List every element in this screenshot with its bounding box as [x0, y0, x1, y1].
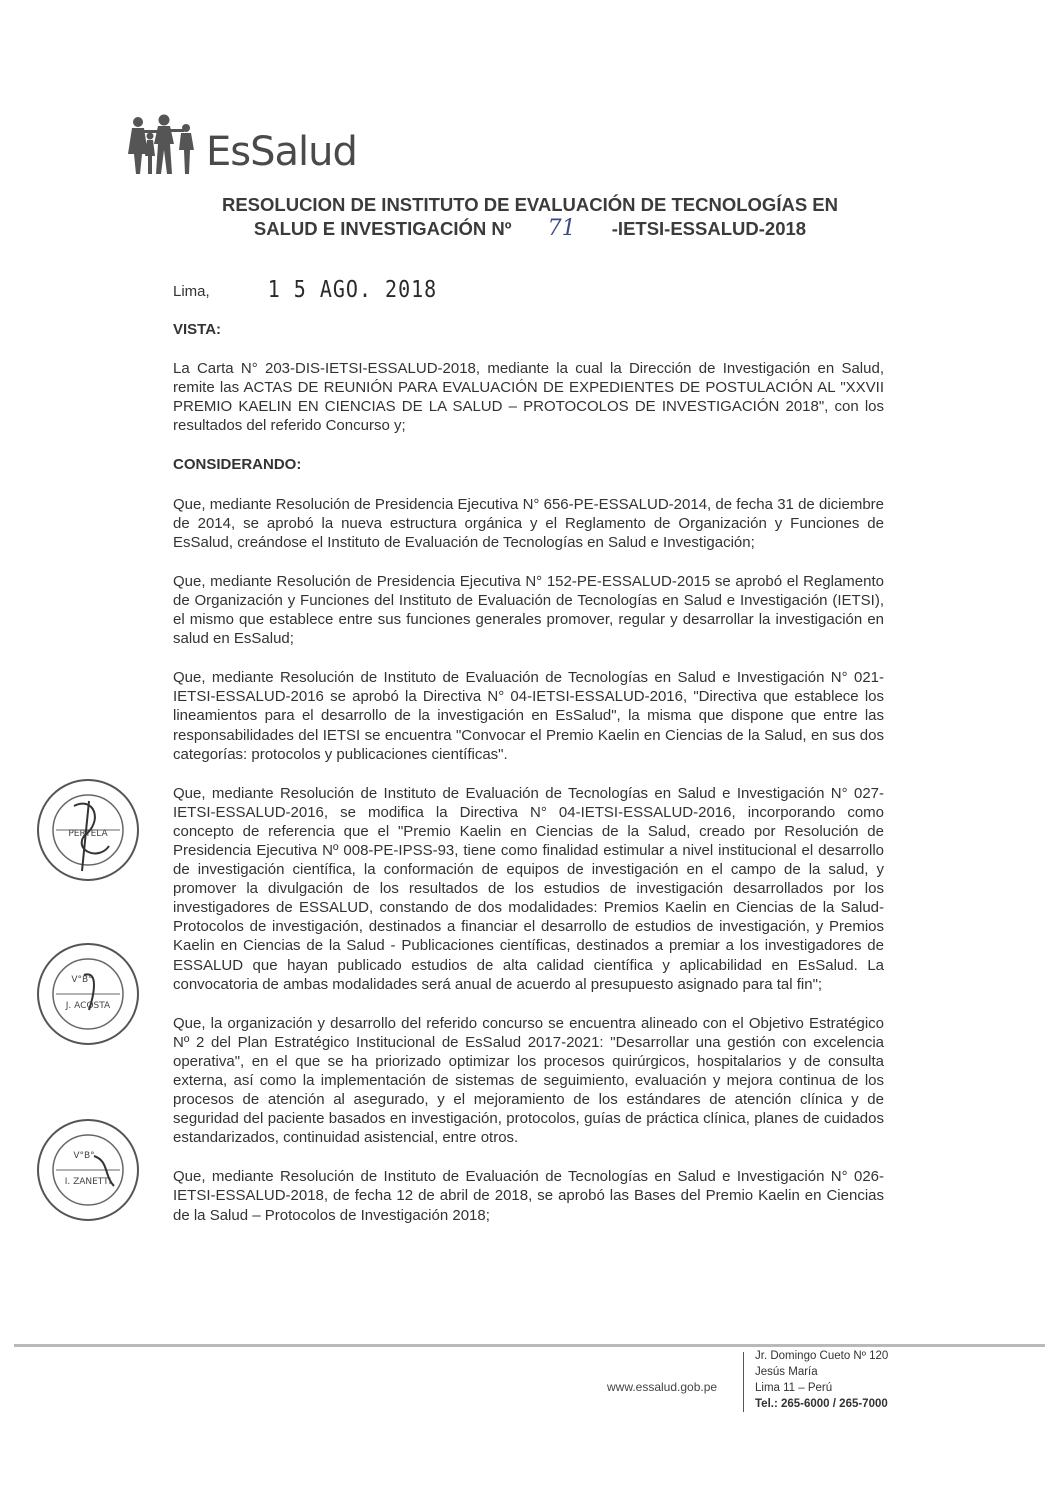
seal-3-vb: V°B° [73, 1151, 95, 1161]
footer-website: www.essalud.gob.pe [607, 1380, 718, 1394]
seal-2-name: J. ACOSTA [65, 1001, 111, 1011]
seal-stamp-2 [34, 940, 142, 1048]
considerando-paragraph-1: Que, mediante Resolución de Presidencia Ejecutiva N° 656-PE-ESSALUD-2014, de fecha 31 de diciembre de 2014, se aprobó la nueva estructura orgánica y el Reglamento de Organización y Funciones de EsSalud, creándose el Instituto de Evaluación de Tecnologías en Salud e Investigación; [173, 495, 884, 551]
considerando-paragraph-3: Que, mediante Resolución de Instituto de Evaluación de Tecnologías en Salud e Investigación N° 021-IETSI-ESSALUD-2016 se aprobó la Directiva N° 04-IETSI-ESSALUD-2016, "Directiva que establece los lineamientos para el desarrollo de la investigación en EsSalud", la misma que dispone que entre las responsabilidades del IETSI se encuentra "Convocar el Premio Kaelin en Ciencias de la Salud, en sus dos categorías: protocolos y publicaciones científicas". [173, 669, 884, 763]
date-place: Lima, [173, 283, 210, 300]
title-line-2-prefix: SALUD E INVESTIGACIÓN Nº [253, 218, 512, 239]
handwritten-resolution-number: 71 [547, 216, 576, 241]
date-stamp: 1 5 AGO. 2018 [267, 275, 438, 303]
family-figures-icon [118, 114, 204, 176]
considerando-paragraph-5: Que, la organización y desarrollo del referido concurso se encuentra alineado con el Objetivo Estratégico Nº 2 del Plan Estratégico Institucional de EsSalud 2017-2021: "Desarrollar una gestión con excelencia operativa", en el que se ha priorizado optimizar los procesos quirúrgicos, hospitalarios y de consulta externa, así como la implementación de sistemas de seguimiento, evaluación y mejora continua de los procesos de atención al asegurado, y el mejoramiento de los estándares de atención clínica y de seguridad del paciente basados en investigación, protocolos, guías de práctica clínica, planes de cuidados estandarizados, continuidad asistencial, entre otros. [173, 1014, 884, 1147]
footer-phone: Tel.: 265-6000 / 265-7000 [755, 1398, 888, 1410]
considerando-heading: CONSIDERANDO: [173, 456, 302, 474]
seal-2-vb: V°B° [71, 975, 93, 985]
considerando-paragraph-6: Que, mediante Resolución de Instituto de Evaluación de Tecnologías en Salud e Investigación N° 026-IETSI-ESSALUD-2018, de fecha 12 de abril de 2018, se aprobó las Bases del Premio Kaelin en Ciencias de la Salud – Protocolos de Investigación 2018; [173, 1168, 884, 1224]
footer-address-line-3: Lima 11 – Perú [755, 1382, 833, 1394]
footer-divider [743, 1352, 744, 1412]
title-line-1: RESOLUCION DE INSTITUTO DE EVALUACIÓN DE TECNOLOGÍAS EN [221, 194, 839, 215]
footer-address [755, 1348, 888, 1412]
footer-address-line-1: Jr. Domingo Cueto Nº 120 [755, 1350, 889, 1362]
seal-1-name: PERTELA [68, 829, 108, 839]
date-row [173, 277, 437, 301]
title-line-2-suffix: -IETSI-ESSALUD-2018 [611, 218, 807, 239]
title-line-2 [150, 217, 910, 241]
logo-wordmark: EsSalud [206, 129, 357, 175]
footer-rule [14, 1344, 1045, 1347]
vista-paragraph: La Carta N° 203-DIS-IETSI-ESSALUD-2018, mediante la cual la Dirección de Investigación en Salud, remite las ACTAS DE REUNIÓN PARA EVALUACIÓN DE EXPEDIENTES DE POSTULACIÓN AL "XXVII PREMIO KAELIN EN CIENCIAS DE LA SALUD – PROTOCOLOS DE INVESTIGACIÓN 2018", con los resultados del referido Concurso y; [173, 360, 884, 435]
seal-3-name: I. ZANETTI [64, 1177, 112, 1187]
resolution-title [150, 193, 910, 241]
document-body [173, 320, 884, 1245]
vista-heading: VISTA: [173, 321, 222, 338]
footer-address-line-2: Jesús María [755, 1366, 818, 1378]
seal-stamp-3 [34, 1116, 142, 1224]
essalud-logo [118, 112, 357, 176]
considerando-paragraph-2: Que, mediante Resolución de Presidencia Ejecutiva N° 152-PE-ESSALUD-2015 se aprobó el Reglamento de Organización y Funciones del Instituto de Evaluación de Tecnologías en Salud e Investigación (IETSI), el mismo que establece entre sus funciones generales promover, regular y desarrollar la investigación en salud en EsSalud; [173, 572, 884, 648]
seal-stamp-1 [34, 776, 142, 884]
considerando-paragraph-4: Que, mediante Resolución de Instituto de Evaluación de Tecnologías en Salud e Investigación N° 027-IETSI-ESSALUD-2016, se modifica la Directiva N° 04-IETSI-ESSALUD-2016, incorporando como concepto de referencia que el "Premio Kaelin en Ciencias de la Salud, creado por Resolución de Presidencia Ejecutiva Nº 008-PE-IPSS-93, tiene como finalidad estimular a nivel institucional el desarrollo de investigación científica, la conformación de equipos de investigación en el campo de la salud, y promover la divulgación de los resultados de los estudios de investigación desarrollados por los investigadores de ESSALUD, constando de dos modalidades: Premios Kaelin en Ciencias de la Salud- Protocolos de investigación, destinados a financiar el desarrollo de estudios de investigación, y Premios Kaelin en Ciencias de la Salud - Publicaciones científicas, destinados a premiar a los investigadores de ESSALUD que hayan publicado estudios de alta calidad científica y aplicabilidad en EsSalud. La convocatoria de ambas modalidades será anual de acuerdo al presupuesto asignado para tal fin"; [173, 784, 884, 993]
